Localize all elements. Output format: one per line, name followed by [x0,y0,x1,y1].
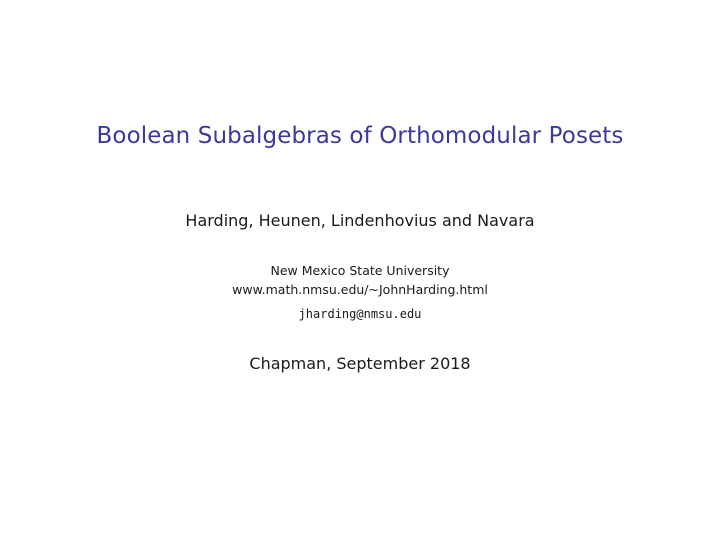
authors: Harding, Heunen, Lindenhovius and Navara [185,211,535,230]
email-address: jharding@nmsu.edu [298,307,422,321]
venue-date: Chapman, September 2018 [249,354,471,373]
slide-title: Boolean Subalgebras of Orthomodular Posets [96,123,624,149]
institution-name: New Mexico State University [270,263,450,278]
affiliation-block [0,261,720,299]
website-url: www.math.nmsu.edu/~JohnHarding.html [232,282,488,297]
